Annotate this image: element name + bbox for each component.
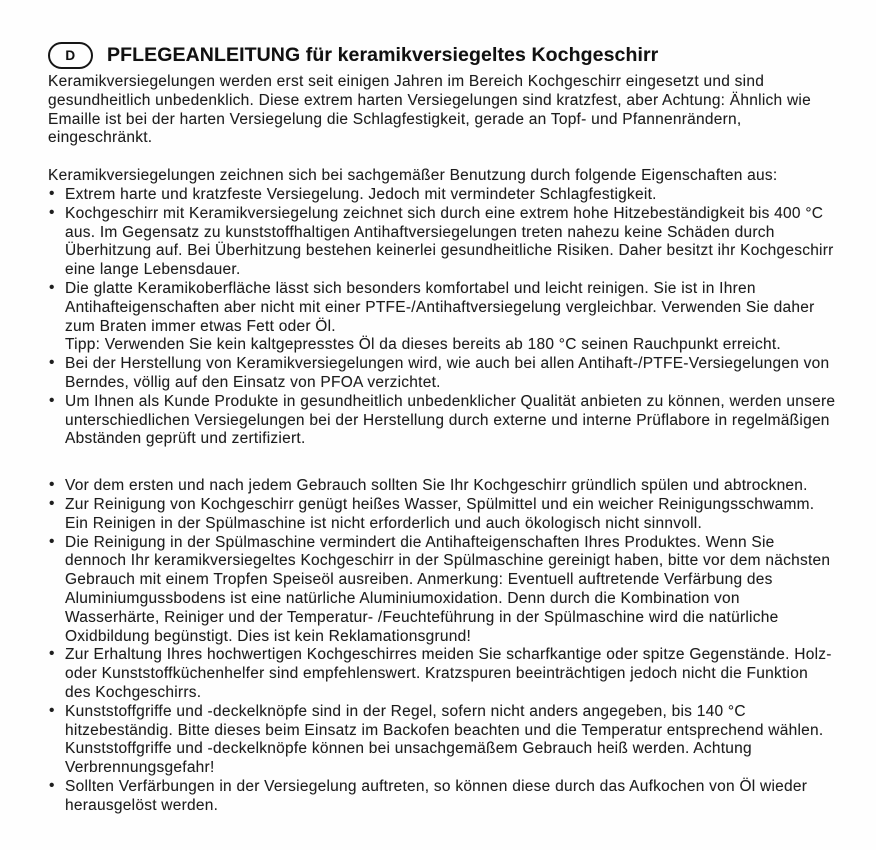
list-item	[48, 186, 836, 205]
bullet-icon: •	[49, 184, 55, 202]
list-item-text: Die glatte Keramikoberfläche lässt sich besonders komfortabel und leicht reinigen. Sie ist in Ihren Antihafteigenschaften aber nicht mit einer PTFE-/Antihaftversiegelung vergleichbar. Verwenden Sie daher zum Braten immer etwas Fett oder Öl.	[65, 279, 815, 335]
list-item-text: Sollten Verfärbungen in der Versiegelung auftreten, so können diese durch das Aufkochen von Öl wieder herausgelöst werden.	[65, 777, 808, 814]
list-item-text: Zur Reinigung von Kochgeschirr genügt heißes Wasser, Spülmittel und ein weicher Reinigungsschwamm. Ein Reinigen in der Spülmaschine ist nicht erforderlich und auch ökologisch nicht sinnvoll.	[65, 495, 815, 532]
section-spacer	[48, 148, 836, 167]
list-item	[48, 496, 836, 534]
list-item	[48, 280, 836, 355]
list-item-text: Zur Erhaltung Ihres hochwertigen Kochgeschirres meiden Sie scharfkantige oder spitze Gegenstände. Holz- oder Kunststoffküchenhelfer sind empfehlenswert. Kratzspuren beeinträchtigen jedoch nicht die Funktion des Kochgeschirrs.	[65, 646, 832, 701]
bullet-icon: •	[49, 391, 55, 409]
bullet-icon: •	[49, 476, 55, 494]
list-item-text: Die Reinigung in der Spülmaschine vermindert die Antihafteigenschaften Ihres Produktes. Wenn Sie dennoch Ihr keramikversiegeltes Kochgeschirr in der Spülmaschine gereinigt haben, bitte vor dem nächsten Gebrauch mit einem Tropfen Speiseöl ausreiben. Anmerkung: Eventuell auftretende Verfärbung des Aluminiumgussbodens ist eine natürliche Aluminiumoxidation. Denn durch die Kombination von Wasserhärte, Reiniger und der Temperatur- /Feuchteführung in der Spülmaschine wird die natürliche Oxidbildung begünstigt. Dies ist kein Reklamationsgrund!	[65, 533, 831, 645]
section-spacer	[48, 449, 836, 477]
list-item	[48, 534, 836, 647]
list-item	[48, 646, 836, 702]
document-header	[48, 42, 836, 69]
list-item-text: Kochgeschirr mit Keramikversiegelung zeichnet sich durch eine extrem hohe Hitzebeständigkeit bis 400 °C aus. Im Gegensatz zu kunststoffhaltigen Antihaftversiegelungen treten nahezu keine Schäden durch Überhitzung auf. Bei Überhitzung bestehen keinerlei gesundheitliche Risiken. Daher besitzt ihr Kochgeschirr eine lange Lebensdauer.	[65, 204, 834, 279]
list-item	[48, 393, 836, 449]
list-item	[48, 703, 836, 778]
bullet-icon: •	[49, 532, 55, 550]
bullet-icon: •	[49, 494, 55, 512]
bullet-icon: •	[49, 776, 55, 794]
bullet-icon: •	[49, 701, 55, 719]
bullet-icon: •	[49, 203, 55, 221]
list-item	[48, 477, 836, 496]
list-item	[48, 355, 836, 393]
list-item-text: Vor dem ersten und nach jedem Gebrauch sollten Sie Ihr Kochgeschirr gründlich spülen und abtrocknen.	[65, 477, 808, 495]
list-item-text: Extrem harte und kratzfeste Versiegelung. Jedoch mit vermindeter Schlagfestigkeit.	[65, 185, 657, 203]
list-item-text: Kunststoffgriffe und -deckelknöpfe sind in der Regel, sofern nicht anders angegeben, bis 140 °C hitzebeständig. Bitte dieses beim Einsatz im Backofen beachten und die Temperatur entsprechend wählen. Kunststoffgriffe und -deckelknöpfe können bei unsachgemäßem Gebrauch heiß werden. Achtung Verbrennungsgefahr!	[65, 702, 824, 777]
tip-note: Tipp: Verwenden Sie kein kaltgepresstes Öl da dieses bereits ab 180 °C seinen Rauchpunkt erreicht.	[65, 336, 781, 354]
language-badge: D	[48, 42, 93, 69]
list-item-text: Bei der Herstellung von Keramikversiegelungen wird, wie auch bei allen Antihaft-/PTFE-Versiegelungen von Berndes, völlig auf den Einsatz von PFOA verzichtet.	[65, 355, 830, 391]
intro-paragraph: Keramikversiegelungen werden erst seit einigen Jahren im Bereich Kochgeschirr eingesetzt und sind gesundheitlich unbedenklich. Diese extrem harten Versiegelungen sind kratzfest, aber Achtung: Ähnlich wie Emaille ist bei der harten Versiegelung die Schlagfestigkeit, gerade an Topf- und Pfannenrändern, eingeschränkt.	[48, 73, 811, 147]
page-title: PFLEGEANLEITUNG für keramikversiegeltes Kochgeschirr	[107, 44, 659, 66]
bullet-icon: •	[49, 354, 55, 372]
properties-intro-line: Keramikversiegelungen zeichnen sich bei sachgemäßer Benutzung durch folgende Eigenschaften aus:	[48, 167, 778, 185]
bullet-icon: •	[49, 278, 55, 296]
list-item-text: Um Ihnen als Kunde Produkte in gesundheitlich unbedenklicher Qualität anbieten zu können, werden unsere unterschiedlichen Versiegelungen bei der Herstellung durch externe und interne Prüflabore in regelmäßigen Abständen geprüft und zertifiziert.	[65, 392, 836, 448]
list-item	[48, 205, 836, 280]
care-instructions-list	[48, 477, 836, 815]
list-item	[48, 778, 836, 816]
bullet-icon: •	[49, 645, 55, 663]
properties-list	[48, 186, 836, 449]
